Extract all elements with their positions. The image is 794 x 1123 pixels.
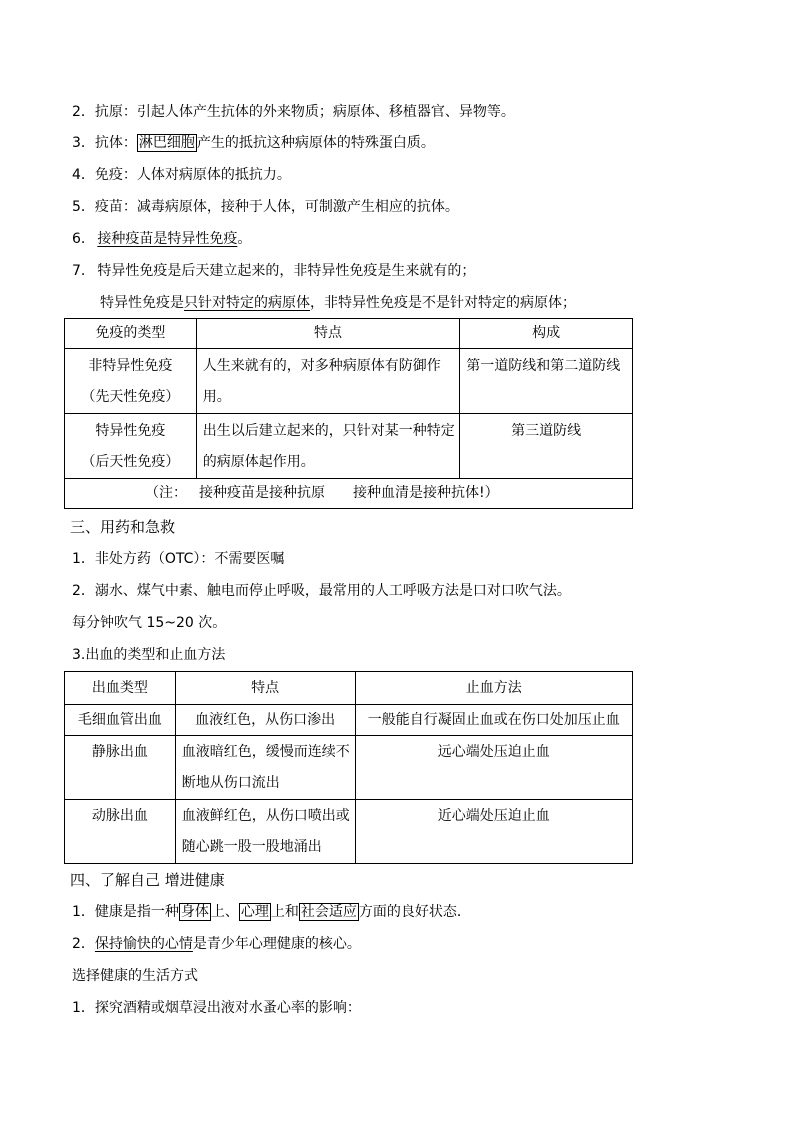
header-stop-method: 止血方法 xyxy=(355,672,633,705)
specific-target-c: ，非特异性免疫是不是针对特定的病原体； xyxy=(310,295,576,311)
note-antibody: 接种血清是接种抗体!） xyxy=(353,485,499,501)
antibody-label: 3．抗体： xyxy=(72,135,137,151)
header-feature: 特点 xyxy=(196,319,460,349)
table-row xyxy=(65,349,633,414)
table-row xyxy=(65,736,633,800)
line-mental-health xyxy=(72,934,361,954)
antigen-text: 2．抗原：引起人体产生抗体的外来物质；病原体、移植器官、异物等。 xyxy=(72,104,515,120)
line-daphnia xyxy=(72,998,361,1018)
happy-mood-underlined: 保持愉快的心情 xyxy=(94,936,193,952)
respiration-text: 2．溺水、煤气中素、触电而停止呼吸，最常用的人工呼吸方法是口对口吹气法。 xyxy=(72,583,571,599)
section-title: 四、了解自己 增进健康 xyxy=(70,871,225,889)
health-def-d: 方面的良好状态． xyxy=(358,904,471,920)
feature-cell: 人生来就有的，对多种病原体有防御作用。 xyxy=(196,349,460,414)
type-line: （后天性免疫） xyxy=(81,454,180,470)
table-row xyxy=(65,414,633,479)
bleeding-feature-cell: 血液红色，从伤口渗出 xyxy=(175,705,355,736)
bleeding-table xyxy=(64,671,633,864)
type-line: 非特异性免疫 xyxy=(88,358,173,374)
line-specific-immunity xyxy=(72,261,475,281)
feature-line: 随心跳一股一股地涌出 xyxy=(181,839,322,855)
note-antigen: 接种疫苗是接种抗原 xyxy=(199,485,325,501)
feature-line: 血液暗红色，缓慢而连续不 xyxy=(181,744,350,760)
line-vaccination xyxy=(72,229,251,249)
item-number: 7. xyxy=(72,263,86,279)
note-prefix: （注： xyxy=(145,485,187,501)
type-line: 特异性免疫 xyxy=(95,423,166,439)
section-title: 三、用药和急救 xyxy=(70,518,176,536)
header-bleeding-feature: 特点 xyxy=(175,672,355,705)
line-bleeding-title xyxy=(72,645,225,665)
item-number: 2． xyxy=(72,936,95,952)
line-antibody xyxy=(72,133,435,153)
bleeding-type-cell: 毛细血管出血 xyxy=(65,705,176,736)
note-cell xyxy=(65,479,633,509)
daphnia-text: 1．探究酒精或烟草浸出液对水蚤心率的影响： xyxy=(72,1000,361,1016)
bleeding-type-cell: 动脉出血 xyxy=(65,800,176,864)
table-header-row xyxy=(65,672,633,705)
mind-boxed: 心理 xyxy=(240,904,269,920)
type-cell xyxy=(65,414,197,479)
line-breath-rate xyxy=(72,613,226,633)
line-health-definition xyxy=(72,902,471,922)
vaccination-underlined: 接种疫苗是特异性免疫 xyxy=(97,231,238,247)
line-specific-target xyxy=(100,293,576,313)
specific-target-underlined: 只针对特定的病原体 xyxy=(184,295,310,311)
vaccine-text: 5．疫苗：减毒病原体，接种于人体，可制激产生相应的抗体。 xyxy=(72,199,459,215)
stop-method-cell: 近心端处压迫止血 xyxy=(355,800,633,864)
type-line: （先天性免疫） xyxy=(81,389,180,405)
line-otc xyxy=(72,549,284,569)
health-def-a: 1．健康是指一种 xyxy=(72,904,179,920)
antibody-rest: 产生的抵抗这种病原体的特殊蛋白质。 xyxy=(196,135,435,151)
item-number: 6. xyxy=(72,231,86,247)
lymphocyte-boxed: 淋巴细胞 xyxy=(138,135,195,151)
specific-target-a: 特异性免疫是 xyxy=(100,295,184,311)
mental-health-rest: 是青少年心理健康的核心。 xyxy=(192,936,361,952)
feature-line: 断地从伤口流出 xyxy=(181,775,280,791)
bleeding-title-text: 3.出血的类型和止血方法 xyxy=(72,647,226,663)
section-heading-health xyxy=(70,870,225,890)
table-row xyxy=(65,800,633,864)
feature-line: 的病原体起作用。 xyxy=(202,454,315,470)
stop-method-cell: 远心端处压迫止血 xyxy=(355,736,633,800)
breath-rate-text: 每分钟吹气 15~20 次。 xyxy=(72,615,227,631)
composition-cell: 第三道防线 xyxy=(460,414,633,479)
composition-cell: 第一道防线和第二道防线 xyxy=(460,349,633,414)
bleeding-feature-cell xyxy=(175,800,355,864)
stop-method-cell: 一般能自行凝固止血或在伤口处加压止血 xyxy=(355,705,633,736)
immunity-table xyxy=(64,318,633,509)
table-row xyxy=(65,705,633,736)
table-header-row xyxy=(65,319,633,349)
line-immunity xyxy=(72,165,291,185)
immunity-text: 4．免疫：人体对病原体的抵抗力。 xyxy=(72,167,291,183)
bleeding-type-cell: 静脉出血 xyxy=(65,736,176,800)
feature-line: 出生以后建立起来的，只针对某一种特定 xyxy=(202,423,455,439)
feature-cell xyxy=(196,414,460,479)
health-def-c: 上和 xyxy=(270,904,299,920)
otc-text: 1．非处方药（OTC）：不需要医嘱 xyxy=(72,551,285,567)
specific-immunity-text: 特异性免疫是后天建立起来的，非特异性免疫是生来就有的； xyxy=(97,263,476,279)
line-antigen xyxy=(72,102,515,122)
social-boxed: 社会适应 xyxy=(300,904,357,920)
line-healthy-lifestyle xyxy=(72,966,198,986)
table-note-row xyxy=(65,479,633,509)
period: 。 xyxy=(237,231,252,247)
body-boxed: 身体 xyxy=(180,904,209,920)
type-cell xyxy=(65,349,197,414)
line-respiration xyxy=(72,581,571,601)
header-bleeding-type: 出血类型 xyxy=(65,672,176,705)
header-composition: 构成 xyxy=(460,319,633,349)
section-heading-medicine xyxy=(70,517,175,537)
feature-line: 血液鲜红色，从伤口喷出或 xyxy=(181,808,350,824)
header-type: 免疫的类型 xyxy=(65,319,197,349)
bleeding-feature-cell xyxy=(175,736,355,800)
health-def-b: 上、 xyxy=(210,904,239,920)
line-vaccine xyxy=(72,197,459,217)
healthy-lifestyle-text: 选择健康的生活方式 xyxy=(72,968,198,984)
